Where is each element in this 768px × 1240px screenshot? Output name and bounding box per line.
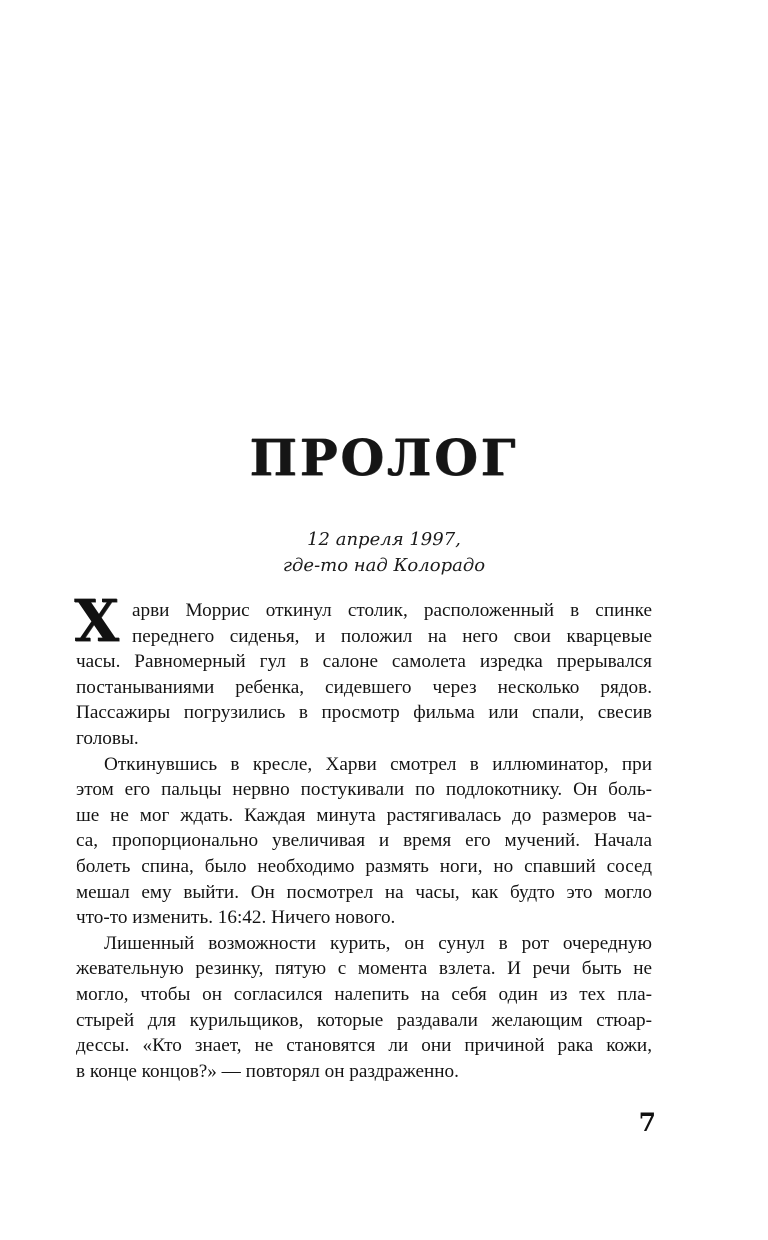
paragraph: [76, 598, 652, 752]
text-line: Лишенный возможности курить, он сунул в рот очередную: [104, 932, 652, 954]
body-text: [76, 598, 652, 1084]
text-line: мешал ему выйти. Он посмотрел на часы, как будто это могло: [76, 881, 652, 903]
text-line: арви Моррис откинул столик, расположенный в спинке: [132, 600, 652, 621]
text-line: ше не мог ждать. Каждая минута растягивалась до размеров ча-: [76, 804, 652, 826]
chapter-place: где-то над Колорадо: [282, 555, 486, 576]
page-number: 7: [638, 1108, 656, 1137]
text-line: в конце концов?» — повторял он раздраженно.: [76, 1060, 459, 1082]
text-line: головы.: [76, 727, 139, 749]
text-line: жевательную резинку, пятую с момента взлета. И речи быть не: [76, 958, 652, 980]
text-line: что-то изменить. 16:42. Ничего нового.: [76, 907, 396, 929]
text-line: дессы. «Кто знает, не становятся ли они причиной рака кожи,: [76, 1035, 652, 1057]
chapter-dateline: [0, 527, 768, 579]
text-line: переднего сиденья, и положил на него свои кварцевые: [132, 625, 652, 647]
text-line: са, пропорционально увеличивая и время его мучений. Начала: [76, 830, 652, 852]
chapter-title: ПРОЛОГ: [249, 428, 519, 487]
paragraph: [76, 931, 652, 1085]
text-line: Откинувшись в кресле, Харви смотрел в иллюминатор, при: [104, 753, 652, 775]
text-line: этом его пальцы нервно постукивали по подлокотнику. Он боль-: [76, 779, 652, 801]
text-line: могло, чтобы он согласился налепить на себя один из тех пла-: [76, 983, 652, 1005]
text-line: стырей для курильщиков, которые раздавали желающим стюар-: [76, 1009, 652, 1031]
text-line: постанываниями ребенка, сидевшего через несколько рядов.: [76, 676, 652, 698]
drop-cap: Х: [74, 587, 120, 655]
text-line: Пассажиры погрузились в просмотр фильма или спали, свесив: [76, 702, 652, 724]
chapter-date: 12 апреля 1997,: [307, 529, 461, 550]
text-line: часы. Равномерный гул в салоне самолета изредка прерывался: [76, 651, 652, 673]
paragraph: [76, 752, 652, 931]
text-line: болеть спина, было необходимо размять ноги, но спавший сосед: [76, 855, 652, 877]
